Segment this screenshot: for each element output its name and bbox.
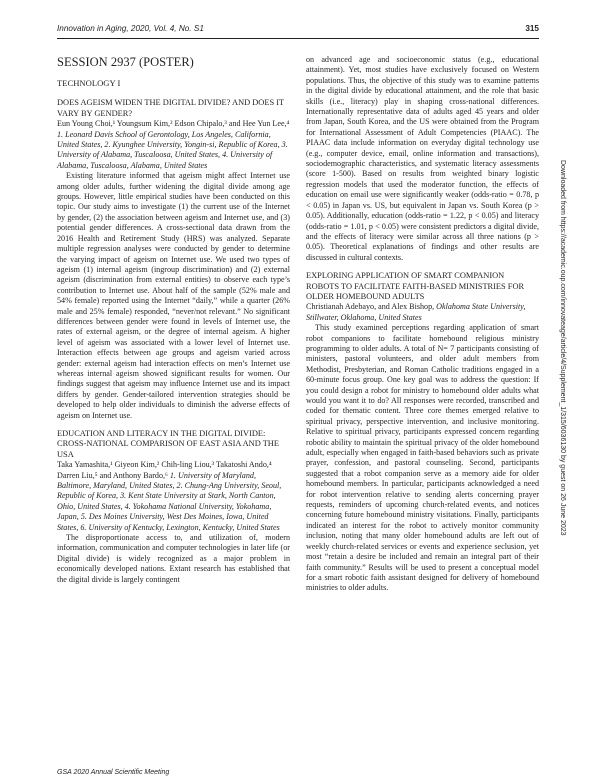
article-3-author-names: Christianah Adebayo, and Alex Bishop, xyxy=(306,302,435,312)
article-1-author-names: Eun Young Choi,¹ Youngsum Kim,² Edson Chipalo,³ and Hee Yun Lee,⁴ xyxy=(57,119,290,129)
article-2-title: EDUCATION AND LITERACY IN THE DIGITAL DIVIDE: CROSS-NATIONAL COMPARISON OF EAST ASIA AND THE USA xyxy=(57,429,279,459)
article-2-author-names: Taka Yamashita,¹ Giyeon Kim,² Chih-ling Liou,³ Takatoshi Ando,⁴ Darren Liu,⁵ and Anthony Bardo,⁶ xyxy=(57,460,272,480)
right-column xyxy=(306,55,539,594)
article-2-abstract-start: The disproportionate access to, and utilization of, modern information, communication and computer technologies in later life (or Digital divide) is widely recognized as a major problem in economically developed nations. Extant research has established that the digital divide is largely contingent xyxy=(57,533,290,584)
download-note: Downloaded from https://academic.oup.com/innovateage/article/4/Supplement_1/315/6036130 by guest on 26 June 2023 xyxy=(559,160,566,536)
article-2-affiliations: 1. University of Maryland, Baltimore, Maryland, United States, 2. Chung-Ang University, Seoul, Republic of Korea, 3. Kent State University at Stark, North Canton, Ohio, United States, 4. Yokohama National University, Yokohama, Japan, 5. Des Moines University, West Des Moines, Iowa, United States, 6. University of Kentucky, Lexington, Kentucky, United States xyxy=(57,470,282,532)
session-title: SESSION 2937 (POSTER) xyxy=(57,55,194,69)
left-column xyxy=(57,55,290,585)
article-1-abstract: Existing literature informed that ageism might affect Internet use among older adults, further widening the digital divide among age groups. However, little empirical studies have been conducted on this topic. Our study aims to investigate (1) the current use of the Internet by gender, (2) the association between ageism and Internet use, and (3) potential gender differences. A cross-sectional data drawn from the 2016 Health and Retirement Study (HRS) was analyzed. Separate multiple regression analyses were conducted by gender to determine the varying impact of ageism on Internet use. We used two types of ageism (1) internal ageism (ingroup discrimination) and (2) external ageism (discrimination from external entities) to observe each type’s contribution to Internet use. About half of the sample (52% male and 54% female) reported using the Internet “daily,” while a quarter (26% male and 25% female) responded, “never/not relevant.” No significant differences between gender were found in levels of Internet use, the rates of external ageism, or the degree of internal ageism. A higher level of ageism was associated with a lower level of Internet use. Interaction effects between age groups and ageism varied across gender: external ageism had interaction effects on men’s Internet use whereas internal ageism showed significant results for women. Our findings suggest that ageism may influence Internet use and its impact differs by gender. Gender-tailored intervention strategies should be developed to help older individuals to diminish the adverse effects of ageism on Internet use. xyxy=(57,171,290,420)
article-2-abstract-continued: on advanced age and socioeconomic status (e.g., educational attainment). Yet, most studies have exclusively focused on Western populations. Thus, the objective of this study was to examine patterns in the digital divide by educational attainment, and the role that basic skills (i.e., literacy) play in shaping cross-national differences. Internationally representative data of adults aged 45 years and older from Japan, South Korea, and the US were obtained from the Program for International Assessment of Adult Competencies (PIAAC). The PIAAC data include information on everyday digital technology use (e.g., computer device, email, online information and transactions), sociodemographic characteristics, and systematic literacy assessments (score 1-500). Based on results from weighted binary logistic regression models that used the moderator function, the effects of education on email use were significantly weaker (odds-ratio = 0.78, p < 0.05) in Japan vs. US, but equivalent in Japan vs. South Korea (p > 0.05). Additionally, education (odds-ratio = 1.22, p < 0.05) and literacy (odds-ratio = 1.01, p < 0.05) were consistent predictors a digital divide, and the effects of literacy were similar across all three nations (p > 0.05). Theoretical explanations of findings and other results are discussed in cultural contexts. xyxy=(306,55,539,262)
running-header xyxy=(57,24,539,33)
article-1-authors xyxy=(57,119,290,171)
article-3-title: EXPLORING APPLICATION OF SMART COMPANION ROBOTS TO FACILITATE FAITH-BASED MINISTRIES FOR OLDER HOMEBOUND ADULTS xyxy=(306,271,525,301)
journal-citation: Innovation in Aging, 2020, Vol. 4, No. S1 xyxy=(57,24,204,33)
header-rule xyxy=(57,38,539,39)
session-track: TECHNOLOGY I xyxy=(57,78,121,88)
page-footer: GSA 2020 Annual Scientific Meeting xyxy=(57,769,170,776)
article-3-affiliations: Oklahoma State University, Stillwater, Oklahoma, United States xyxy=(306,302,526,322)
article-1-title: DOES AGEISM WIDEN THE DIGITAL DIVIDE? AND DOES IT VARY BY GENDER? xyxy=(57,98,284,118)
article-3-abstract: This study examined perceptions regarding application of smart robot companions to facilitate homebound religious ministry programming to older adults. A total of N= 7 participants consisting of ministers, pastoral volunteers, and older adult members from Methodist, Presbyterian, and Roman Catholic traditions engaged in a 60-minute focus group. One key goal was to address the question: If you could design a robot for ministry to homebound older adults what would you want it to do? All responses were recorded, transcribed and coded for thematic content. Three core themes emerged relative to spiritual privacy, perspective intervention, and inclusive monitoring. Relative to spiritual privacy, participants expressed concern regarding robotic ability to maintain the spiritual privacy of the older homebound adult, especially when engaged in faith-based behaviors such as private prayer, confession, and pastoral counseling. Second, participants suggested that a robot companion serve as a memory aide for older homebound members. In particular, participants acknowledged a need for robot intervention relative to sending alerts concerning prayer requests, reminders of upcoming church-related events, and notices concerning future homebound ministry visitations. Finally, participants indicated an interest for the robot to actively monitor community inclusion, noting that many older homebound adults are left out of weekly church-related services or events and experience seclusion, yet most “retain a desire be included and remain an integral part of their faith community.” Results will be used to present a conceptual model for a smart robotic faith assistant designed for delivery of homebound ministries to older adults. xyxy=(306,323,539,593)
page-number: 315 xyxy=(525,24,539,33)
article-3-authors xyxy=(306,302,539,323)
article-2-authors xyxy=(57,460,290,533)
article-1-affiliations: 1. Leonard Davis School of Gerontology, Los Angeles, California, United States, 2. Kyunghee University, Yongin-si, Republic of Korea, 3. University of Alabama, Tuscaloosa, United States, 4. University of Alabama, Tuscaloosa, Alabama, United States xyxy=(57,129,288,170)
